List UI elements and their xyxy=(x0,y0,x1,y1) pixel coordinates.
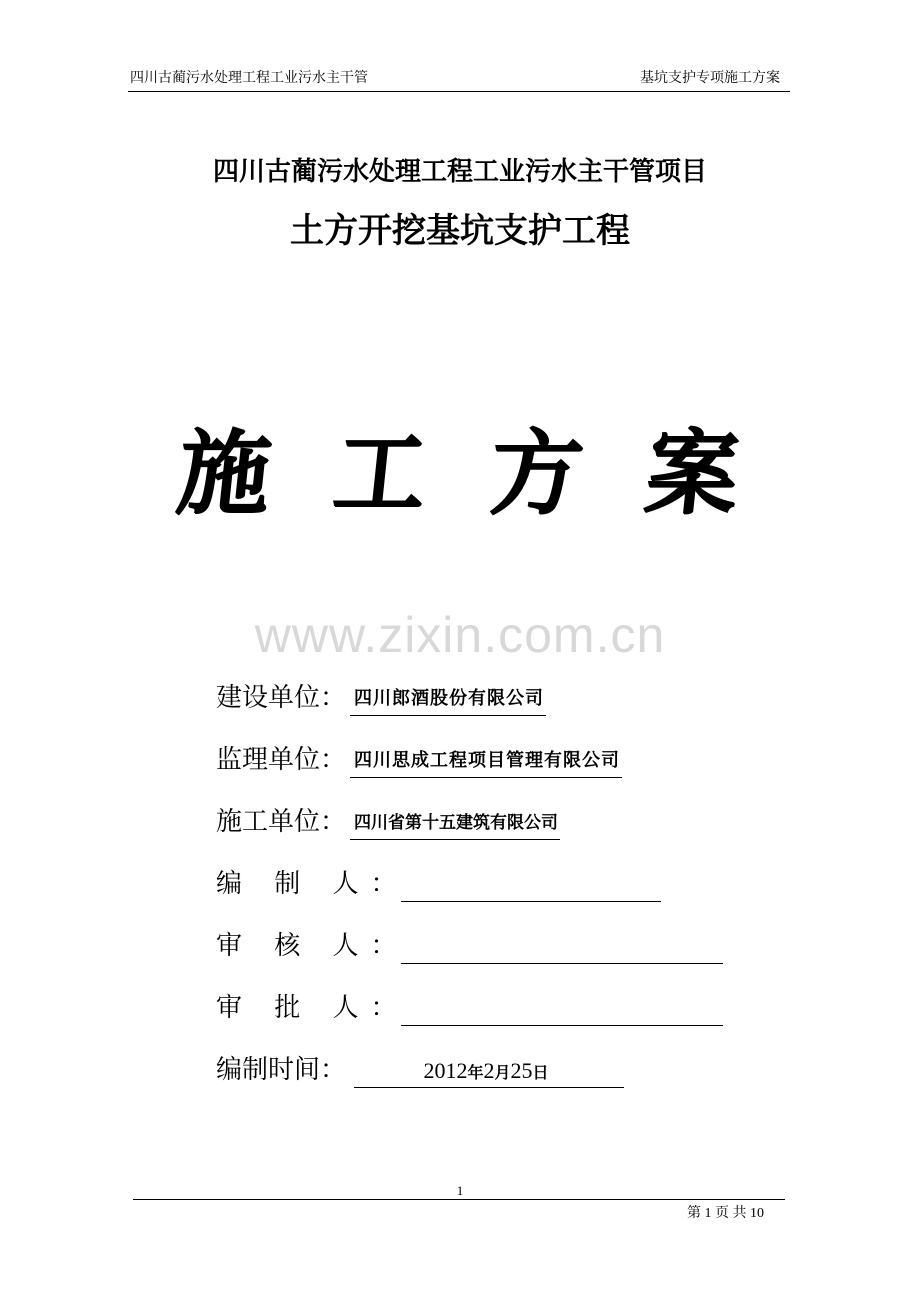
project-title: 四川古蔺污水处理工程工业污水主干管项目 xyxy=(212,157,707,187)
field-label: 施工单位 xyxy=(216,807,321,837)
footer-page-info xyxy=(687,1205,764,1223)
project-subtitle: 土方开挖基坑支护工程 xyxy=(290,211,630,251)
field-supervisor xyxy=(216,734,622,778)
main-title-char: 工 xyxy=(328,419,432,527)
field-colon: ： xyxy=(320,745,347,775)
watermark: www.zixin.com.cn xyxy=(254,607,666,663)
field-label: 审 核 人 xyxy=(216,931,371,961)
field-label: 监理单位 xyxy=(216,745,321,775)
field-label: 编制时间 xyxy=(216,1055,321,1085)
field-approver xyxy=(216,982,723,1026)
field-value-client: 四川郎酒股份有限公司 xyxy=(350,685,546,716)
document-main-title xyxy=(172,418,744,528)
header-divider xyxy=(128,91,790,92)
date-year: 2012 xyxy=(423,1058,468,1083)
field-date xyxy=(216,1044,624,1088)
field-colon: ： xyxy=(320,807,347,837)
date-month-unit: 月 xyxy=(494,1063,511,1082)
field-client xyxy=(216,672,546,716)
field-value-approver xyxy=(401,995,723,1026)
field-value-reviewer xyxy=(401,933,723,964)
field-value-author xyxy=(401,871,661,902)
date-day: 25 xyxy=(510,1058,533,1083)
header-document-type: 基坑支护专项施工方案 xyxy=(640,70,780,86)
page-info-current: 1 xyxy=(704,1206,712,1221)
field-label: 审 批 人 xyxy=(216,993,371,1023)
field-reviewer xyxy=(216,920,723,964)
field-value-date xyxy=(354,1056,624,1088)
main-title-char: 方 xyxy=(484,419,588,527)
main-title-char: 施 xyxy=(172,419,276,527)
field-author xyxy=(216,858,661,902)
page-info-mid: 页 共 xyxy=(715,1206,747,1221)
field-colon: ： xyxy=(370,931,397,961)
field-contractor xyxy=(216,796,560,840)
date-month: 2 xyxy=(483,1058,495,1083)
field-colon: ： xyxy=(320,683,347,713)
field-colon: ： xyxy=(320,1055,347,1085)
footer-page-number: 1 xyxy=(456,1183,464,1198)
field-colon: ： xyxy=(370,869,397,899)
date-day-unit: 日 xyxy=(532,1063,549,1082)
field-value-supervisor: 四川思成工程项目管理有限公司 xyxy=(350,747,622,778)
main-title-char: 案 xyxy=(640,419,744,527)
field-colon: ： xyxy=(370,993,397,1023)
page-info-prefix: 第 xyxy=(687,1206,701,1221)
page-info-total: 10 xyxy=(750,1206,764,1221)
header-project-name: 四川古蔺污水处理工程工业污水主干管 xyxy=(130,70,368,86)
field-label: 编 制 人 xyxy=(216,869,371,899)
date-year-unit: 年 xyxy=(467,1063,484,1082)
footer-divider xyxy=(133,1199,785,1200)
field-label: 建设单位 xyxy=(216,683,321,713)
field-value-contractor: 四川省第十五建筑有限公司 xyxy=(350,809,560,840)
